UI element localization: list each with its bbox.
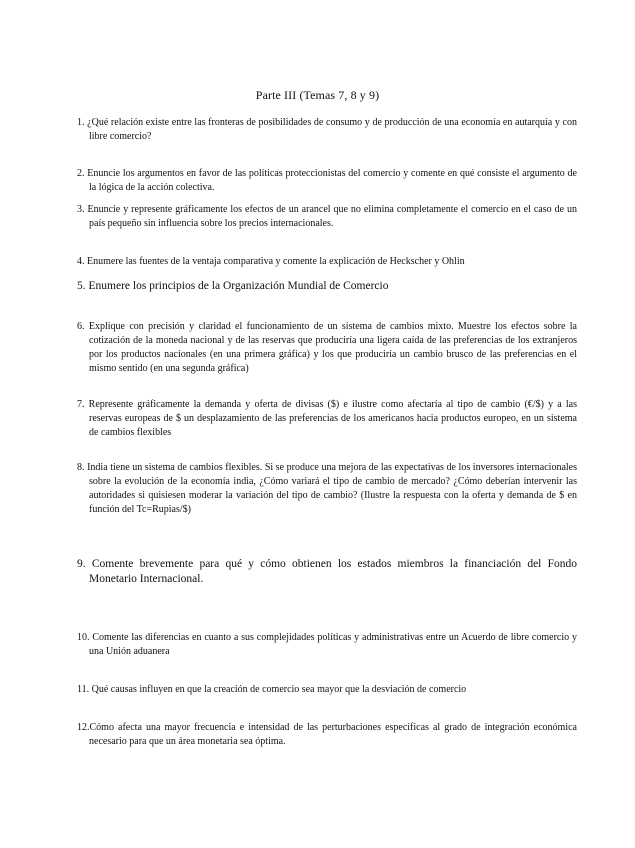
page-title: Parte III (Temas 7, 8 y 9) [255,88,380,102]
question-5: 5. Enumere los principios de la Organización Mundial de Comercio [77,280,389,292]
question-12: 12.Cómo afecta una mayor frecuencia e intensidad de las perturbaciones específicas al grado de integración económica necesario para que un área monetaria sea óptima. [77,722,577,747]
question-11: 11. Qué causas influyen en que la creación de comercio sea mayor que la desviación de comercio [77,684,467,695]
question-8: 8. India tiene un sistema de cambios flexibles. Si se produce una mejora de las expectativas de los inversores internacionales sobre la evolución de la economía india, ¿Cómo variará el tipo de cambio de mercado? ¿Cómo deberían intervenir las autoridades si quisiesen moderar la variación del tipo de cambio? (Ilustre la respuesta con la oferta y demanda de $ en función del Tc=Rupias/$) [77,462,577,515]
question-4: 4. Enumere las fuentes de la ventaja comparativa y comente la explicación de Heckscher y Ohlin [77,256,465,267]
question-2: 2. Enuncie los argumentos en favor de las políticas proteccionistas del comercio y comente en qué consiste el argumento de la lógica de la acción colectiva. [77,168,577,193]
question-3: 3. Enuncie y represente gráficamente los efectos de un arancel que no elimina completamente el comercio en el caso de un país pequeño sin influencia sobre los precios internacionales. [77,204,577,229]
question-7: 7. Represente gráficamente la demanda y oferta de divisas ($) e ilustre como afectaría al tipo de cambio (€/$) y a las reservas europeas de $ un desplazamiento de las preferencias de los americanos hacia productos europeo, en un sistema de cambios flexibles [77,399,577,438]
question-10: 10. Comente las diferencias en cuanto a sus complejidades políticas y administrativas entre un Acuerdo de libre comercio y una Unión aduanera [77,632,577,657]
question-1: 1. ¿Qué relación existe entre las fronteras de posibilidades de consumo y de producción de una economía en autarquía y con libre comercio? [77,117,577,142]
question-9: 9. Comente brevemente para qué y cómo obtienen los estados miembros la financiación del Fondo Monetario Internacional. [77,558,577,585]
question-6: 6. Explique con precisión y claridad el funcionamiento de un sistema de cambios mixto. Muestre los efectos sobre la cotización de la moneda nacional y de las reservas que produciría una ligera caída de las preferencias de los extranjeros por los productos nacionales (en una primera gráfica) y los que produciría un cambio brusco de las preferencias en el mismo sentido (en una segunda gráfica) [77,321,577,374]
